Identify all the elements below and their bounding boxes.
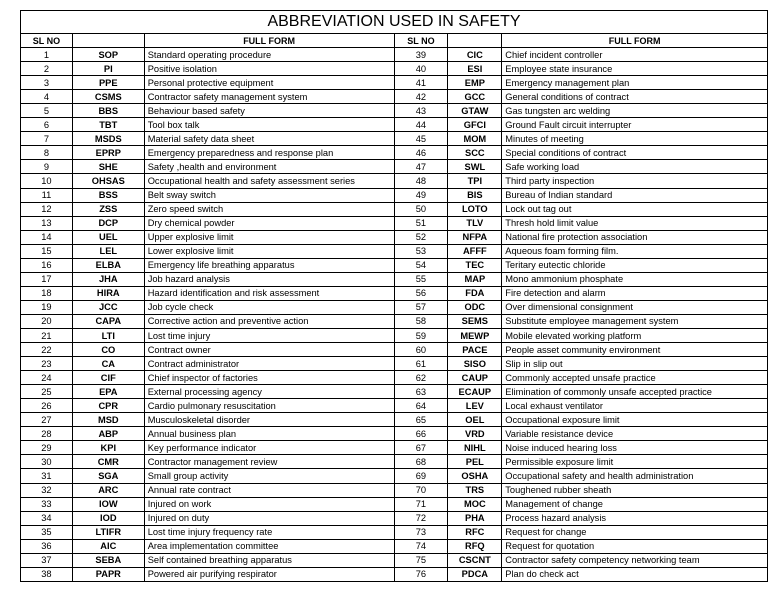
right-abbreviation: NIHL: [448, 441, 502, 455]
table-row: [21, 258, 768, 272]
right-abbreviation: SWL: [448, 160, 502, 174]
left-abbreviation: OHSAS: [72, 174, 144, 188]
right-abbreviation: SCC: [448, 146, 502, 160]
left-sl-no: 11: [21, 188, 73, 202]
left-abbreviation: CA: [72, 357, 144, 371]
left-abbreviation: CMR: [72, 455, 144, 469]
right-full-form: Permissible exposure limit: [502, 455, 768, 469]
table-row: [21, 399, 768, 413]
right-full-form: Third party inspection: [502, 174, 768, 188]
right-full-form: Variable resistance device: [502, 427, 768, 441]
right-sl-no: 74: [394, 539, 448, 553]
left-full-form: Contract administrator: [144, 357, 394, 371]
table-row: [21, 160, 768, 174]
left-abbreviation: BBS: [72, 104, 144, 118]
left-sl-no: 31: [21, 469, 73, 483]
right-sl-no: 58: [394, 314, 448, 328]
right-abbr-header: [448, 34, 502, 48]
right-full-form: Ground Fault circuit interrupter: [502, 118, 768, 132]
left-full-form: Contract owner: [144, 343, 394, 357]
right-full-form: Contractor safety competency networking team: [502, 553, 768, 567]
right-full-form: Safe working load: [502, 160, 768, 174]
right-abbreviation: PACE: [448, 343, 502, 357]
title-row: [21, 11, 768, 34]
table-row: [21, 174, 768, 188]
table-row: [21, 272, 768, 286]
left-abbreviation: JCC: [72, 300, 144, 314]
right-abbreviation: VRD: [448, 427, 502, 441]
right-abbreviation: PDCA: [448, 567, 502, 581]
left-full-form: Material safety data sheet: [144, 132, 394, 146]
left-sl-no: 36: [21, 539, 73, 553]
left-full-form: Tool box talk: [144, 118, 394, 132]
right-full-form: Over dimensional consignment: [502, 300, 768, 314]
abbreviation-table: [20, 10, 768, 582]
left-sl-no: 22: [21, 343, 73, 357]
left-sl-no: 27: [21, 413, 73, 427]
right-full-form: Chief incident controller: [502, 48, 768, 62]
right-sl-no: 67: [394, 441, 448, 455]
right-sl-no: 70: [394, 483, 448, 497]
left-full-form: Occupational health and safety assessment series: [144, 174, 394, 188]
table-row: [21, 286, 768, 300]
table-row: [21, 343, 768, 357]
right-abbreviation: OEL: [448, 413, 502, 427]
left-full-form: Job cycle check: [144, 300, 394, 314]
table-row: [21, 90, 768, 104]
left-abbreviation: ZSS: [72, 202, 144, 216]
right-full-form: Employee state insurance: [502, 62, 768, 76]
right-full-form: People asset community environment: [502, 343, 768, 357]
left-abbreviation: UEL: [72, 230, 144, 244]
right-abbreviation: TPI: [448, 174, 502, 188]
right-full-form: Noise induced hearing loss: [502, 441, 768, 455]
left-abbreviation: MSDS: [72, 132, 144, 146]
right-abbreviation: RFC: [448, 525, 502, 539]
right-full-form: Fire detection and alarm: [502, 286, 768, 300]
right-abbreviation: CAUP: [448, 371, 502, 385]
left-abbreviation: LTI: [72, 328, 144, 342]
left-sl-no: 1: [21, 48, 73, 62]
left-sl-no: 18: [21, 286, 73, 300]
right-abbreviation: NFPA: [448, 230, 502, 244]
left-full-form: Chief inspector of factories: [144, 371, 394, 385]
left-full-form: Dry chemical powder: [144, 216, 394, 230]
right-sl-no: 62: [394, 371, 448, 385]
right-abbreviation: AFFF: [448, 244, 502, 258]
right-full-form: Bureau of Indian standard: [502, 188, 768, 202]
table-row: [21, 132, 768, 146]
right-sl-no: 71: [394, 497, 448, 511]
table-row: [21, 525, 768, 539]
left-full-form: Annual business plan: [144, 427, 394, 441]
right-sl-no: 65: [394, 413, 448, 427]
right-sl-no: 40: [394, 62, 448, 76]
left-sl-no: 23: [21, 357, 73, 371]
table-row: [21, 230, 768, 244]
left-full-form: Area implementation committee: [144, 539, 394, 553]
right-sl-no: 48: [394, 174, 448, 188]
left-sl-no: 5: [21, 104, 73, 118]
right-sl-no: 42: [394, 90, 448, 104]
left-abbreviation: PPE: [72, 76, 144, 90]
left-sl-no: 2: [21, 62, 73, 76]
right-sl-no: 59: [394, 328, 448, 342]
left-abbreviation: SOP: [72, 48, 144, 62]
right-abbreviation: OSHA: [448, 469, 502, 483]
right-full-form: Management of change: [502, 497, 768, 511]
right-full-form: National fire protection association: [502, 230, 768, 244]
left-abbreviation: PI: [72, 62, 144, 76]
left-full-form: Job hazard analysis: [144, 272, 394, 286]
left-full-form: Emergency life breathing apparatus: [144, 258, 394, 272]
left-full-form: Hazard identification and risk assessment: [144, 286, 394, 300]
header-row: [21, 34, 768, 48]
table-row: [21, 357, 768, 371]
right-full-form: Slip in slip out: [502, 357, 768, 371]
left-abbreviation: SGA: [72, 469, 144, 483]
right-sl-no: 53: [394, 244, 448, 258]
right-abbreviation: LOTO: [448, 202, 502, 216]
right-sl-no: 45: [394, 132, 448, 146]
right-full-form: Local exhaust ventilator: [502, 399, 768, 413]
left-sl-no: 17: [21, 272, 73, 286]
right-abbreviation: TRS: [448, 483, 502, 497]
left-full-form: Zero speed switch: [144, 202, 394, 216]
right-abbreviation: ESI: [448, 62, 502, 76]
table-row: [21, 553, 768, 567]
left-sl-no: 12: [21, 202, 73, 216]
right-full-form: Request for quotation: [502, 539, 768, 553]
table-row: [21, 371, 768, 385]
left-sl-no: 7: [21, 132, 73, 146]
left-sl-no: 3: [21, 76, 73, 90]
left-abbr-header: [72, 34, 144, 48]
left-abbreviation: ELBA: [72, 258, 144, 272]
left-full-form: Lost time injury frequency rate: [144, 525, 394, 539]
left-sl-no-header: SL NO: [21, 34, 73, 48]
right-full-form: Lock out tag out: [502, 202, 768, 216]
right-sl-no: 44: [394, 118, 448, 132]
right-full-form: Thresh hold limit value: [502, 216, 768, 230]
right-abbreviation: MOM: [448, 132, 502, 146]
right-sl-no: 46: [394, 146, 448, 160]
left-sl-no: 28: [21, 427, 73, 441]
right-full-form: General conditions of contract: [502, 90, 768, 104]
left-abbreviation: CSMS: [72, 90, 144, 104]
right-abbreviation: GFCI: [448, 118, 502, 132]
left-abbreviation: CIF: [72, 371, 144, 385]
left-full-form: Cardio pulmonary resuscitation: [144, 399, 394, 413]
left-sl-no: 29: [21, 441, 73, 455]
table-row: [21, 427, 768, 441]
right-abbreviation: FDA: [448, 286, 502, 300]
table-row: [21, 567, 768, 581]
left-sl-no: 19: [21, 300, 73, 314]
left-full-form: Annual rate contract: [144, 483, 394, 497]
table-row: [21, 216, 768, 230]
right-full-form-header: FULL FORM: [502, 34, 768, 48]
right-abbreviation: TEC: [448, 258, 502, 272]
right-sl-no: 61: [394, 357, 448, 371]
left-abbreviation: CO: [72, 343, 144, 357]
left-abbreviation: AIC: [72, 539, 144, 553]
right-sl-no: 55: [394, 272, 448, 286]
left-abbreviation: TBT: [72, 118, 144, 132]
left-abbreviation: KPI: [72, 441, 144, 455]
left-full-form: Belt sway switch: [144, 188, 394, 202]
right-abbreviation: ODC: [448, 300, 502, 314]
right-sl-no: 75: [394, 553, 448, 567]
right-abbreviation: SEMS: [448, 314, 502, 328]
right-abbreviation: MEWP: [448, 328, 502, 342]
right-full-form: Request for change: [502, 525, 768, 539]
right-full-form: Mobile elevated working platform: [502, 328, 768, 342]
left-sl-no: 26: [21, 399, 73, 413]
right-abbreviation: MOC: [448, 497, 502, 511]
left-full-form: Injured on work: [144, 497, 394, 511]
left-sl-no: 32: [21, 483, 73, 497]
left-abbreviation: DCP: [72, 216, 144, 230]
right-sl-no: 49: [394, 188, 448, 202]
right-full-form: Special conditions of contract: [502, 146, 768, 160]
right-abbreviation: MAP: [448, 272, 502, 286]
right-full-form: Minutes of meeting: [502, 132, 768, 146]
right-full-form: Plan do check act: [502, 567, 768, 581]
left-sl-no: 13: [21, 216, 73, 230]
table-row: [21, 441, 768, 455]
right-abbreviation: PEL: [448, 455, 502, 469]
right-sl-no: 51: [394, 216, 448, 230]
right-full-form: Emergency management plan: [502, 76, 768, 90]
left-abbreviation: JHA: [72, 272, 144, 286]
right-sl-no: 41: [394, 76, 448, 90]
left-full-form: External processing agency: [144, 385, 394, 399]
page-title: ABBREVIATION USED IN SAFETY: [21, 11, 768, 34]
left-full-form: Lower explosive limit: [144, 244, 394, 258]
right-sl-no: 60: [394, 343, 448, 357]
left-sl-no: 25: [21, 385, 73, 399]
right-sl-no: 50: [394, 202, 448, 216]
left-abbreviation: LTIFR: [72, 525, 144, 539]
left-abbreviation: BSS: [72, 188, 144, 202]
table-row: [21, 314, 768, 328]
right-full-form: Process hazard analysis: [502, 511, 768, 525]
left-sl-no: 6: [21, 118, 73, 132]
table-body: [21, 48, 768, 582]
left-sl-no: 4: [21, 90, 73, 104]
right-sl-no: 54: [394, 258, 448, 272]
right-full-form: Elimination of commonly unsafe accepted practice: [502, 385, 768, 399]
table-row: [21, 328, 768, 342]
left-full-form: Personal protective equipment: [144, 76, 394, 90]
left-sl-no: 35: [21, 525, 73, 539]
right-full-form: Substitute employee management system: [502, 314, 768, 328]
right-sl-no: 69: [394, 469, 448, 483]
right-abbreviation: LEV: [448, 399, 502, 413]
right-sl-no: 43: [394, 104, 448, 118]
left-abbreviation: SHE: [72, 160, 144, 174]
left-full-form: Standard operating procedure: [144, 48, 394, 62]
left-full-form: Key performance indicator: [144, 441, 394, 455]
left-full-form-header: FULL FORM: [144, 34, 394, 48]
left-full-form: Lost time injury: [144, 328, 394, 342]
right-abbreviation: RFQ: [448, 539, 502, 553]
right-abbreviation: PHA: [448, 511, 502, 525]
left-abbreviation: MSD: [72, 413, 144, 427]
table-row: [21, 413, 768, 427]
left-full-form: Powered air purifying respirator: [144, 567, 394, 581]
right-sl-no: 66: [394, 427, 448, 441]
left-sl-no: 38: [21, 567, 73, 581]
left-abbreviation: CPR: [72, 399, 144, 413]
left-abbreviation: ABP: [72, 427, 144, 441]
left-full-form: Behaviour based safety: [144, 104, 394, 118]
left-full-form: Contractor management review: [144, 455, 394, 469]
table-row: [21, 300, 768, 314]
right-abbreviation: ECAUP: [448, 385, 502, 399]
table-row: [21, 455, 768, 469]
left-sl-no: 9: [21, 160, 73, 174]
left-sl-no: 20: [21, 314, 73, 328]
left-sl-no: 30: [21, 455, 73, 469]
left-abbreviation: CAPA: [72, 314, 144, 328]
table-row: [21, 202, 768, 216]
right-full-form: Aqueous foam forming film.: [502, 244, 768, 258]
left-abbreviation: EPA: [72, 385, 144, 399]
table-row: [21, 146, 768, 160]
left-sl-no: 10: [21, 174, 73, 188]
table-row: [21, 385, 768, 399]
left-full-form: Small group activity: [144, 469, 394, 483]
table-row: [21, 469, 768, 483]
right-abbreviation: CIC: [448, 48, 502, 62]
left-full-form: Upper explosive limit: [144, 230, 394, 244]
right-abbreviation: TLV: [448, 216, 502, 230]
table-row: [21, 48, 768, 62]
left-abbreviation: PAPR: [72, 567, 144, 581]
table-row: [21, 497, 768, 511]
left-sl-no: 33: [21, 497, 73, 511]
table-row: [21, 244, 768, 258]
right-abbreviation: SISO: [448, 357, 502, 371]
left-full-form: Contractor safety management system: [144, 90, 394, 104]
right-full-form: Teritary eutectic chloride: [502, 258, 768, 272]
right-abbreviation: GTAW: [448, 104, 502, 118]
left-full-form: Emergency preparedness and response plan: [144, 146, 394, 160]
right-full-form: Toughened rubber sheath: [502, 483, 768, 497]
table-row: [21, 511, 768, 525]
left-abbreviation: HIRA: [72, 286, 144, 300]
right-sl-no: 63: [394, 385, 448, 399]
left-sl-no: 16: [21, 258, 73, 272]
left-sl-no: 15: [21, 244, 73, 258]
left-sl-no: 34: [21, 511, 73, 525]
left-full-form: Musculoskeletal disorder: [144, 413, 394, 427]
table-row: [21, 76, 768, 90]
right-sl-no: 64: [394, 399, 448, 413]
right-sl-no: 72: [394, 511, 448, 525]
right-abbreviation: GCC: [448, 90, 502, 104]
left-abbreviation: IOD: [72, 511, 144, 525]
right-full-form: Gas tungsten arc welding: [502, 104, 768, 118]
left-full-form: Self contained breathing apparatus: [144, 553, 394, 567]
left-sl-no: 24: [21, 371, 73, 385]
right-sl-no: 52: [394, 230, 448, 244]
table-row: [21, 118, 768, 132]
right-sl-no: 56: [394, 286, 448, 300]
right-full-form: Commonly accepted unsafe practice: [502, 371, 768, 385]
left-full-form: Positive isolation: [144, 62, 394, 76]
left-abbreviation: EPRP: [72, 146, 144, 160]
left-abbreviation: IOW: [72, 497, 144, 511]
left-abbreviation: ARC: [72, 483, 144, 497]
right-sl-no: 68: [394, 455, 448, 469]
left-sl-no: 14: [21, 230, 73, 244]
right-sl-no: 39: [394, 48, 448, 62]
right-full-form: Mono ammonium phosphate: [502, 272, 768, 286]
left-sl-no: 21: [21, 328, 73, 342]
right-abbreviation: BIS: [448, 188, 502, 202]
right-full-form: Occupational safety and health administration: [502, 469, 768, 483]
left-full-form: Injured on duty: [144, 511, 394, 525]
left-full-form: Safety ,health and environment: [144, 160, 394, 174]
left-abbreviation: LEL: [72, 244, 144, 258]
right-sl-no-header: SL NO: [394, 34, 448, 48]
left-abbreviation: SEBA: [72, 553, 144, 567]
right-full-form: Occupational exposure limit: [502, 413, 768, 427]
right-abbreviation: CSCNT: [448, 553, 502, 567]
right-sl-no: 57: [394, 300, 448, 314]
table-row: [21, 188, 768, 202]
right-sl-no: 76: [394, 567, 448, 581]
right-sl-no: 73: [394, 525, 448, 539]
left-full-form: Corrective action and preventive action: [144, 314, 394, 328]
left-sl-no: 8: [21, 146, 73, 160]
table-row: [21, 539, 768, 553]
table-row: [21, 62, 768, 76]
left-sl-no: 37: [21, 553, 73, 567]
right-sl-no: 47: [394, 160, 448, 174]
right-abbreviation: EMP: [448, 76, 502, 90]
table-row: [21, 483, 768, 497]
table-row: [21, 104, 768, 118]
